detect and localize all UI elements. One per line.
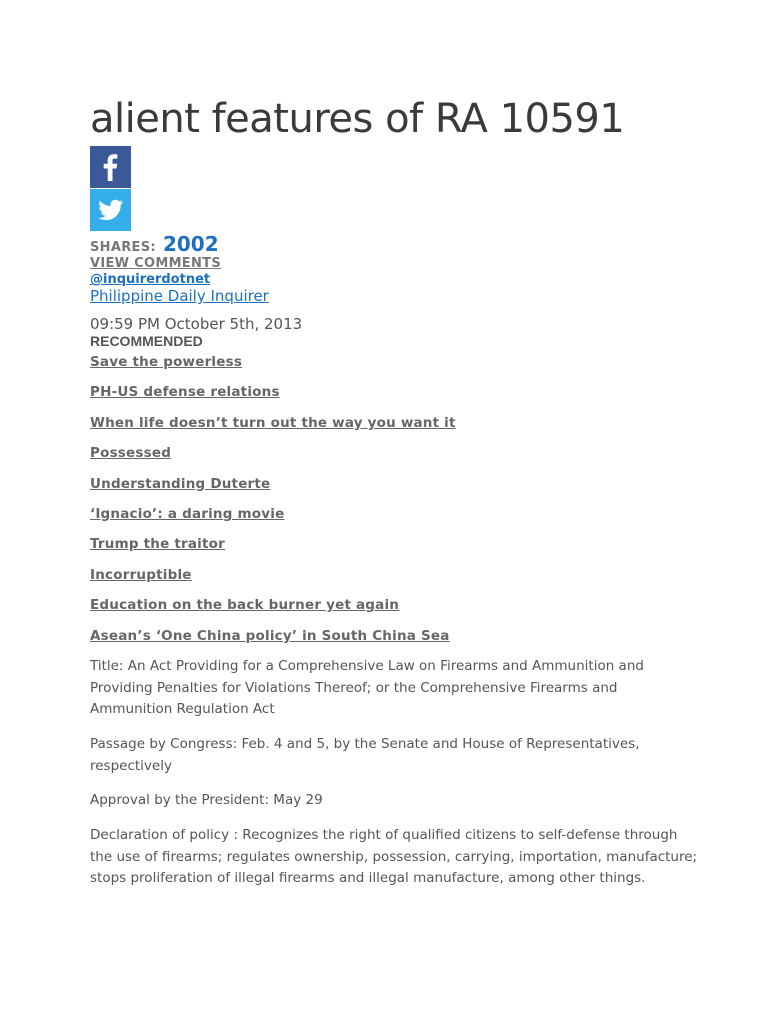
shares-counter — [90, 232, 219, 256]
body-paragraph-policy: Declaration of policy : Recognizes the right of qualified citizens to self-defense through the use of firearms; regulates ownership, possession, carrying, importation, manufacture; stops proliferation of illegal firearms and illegal manufacture, among other things. — [90, 827, 698, 886]
facebook-icon — [90, 146, 131, 188]
recommended-item — [90, 625, 456, 655]
recommended-link[interactable]: Possessed — [90, 445, 172, 462]
recommended-link[interactable]: ‘Ignacio’: a daring movie — [90, 505, 285, 522]
recommended-link[interactable]: Education on the back burner yet again — [90, 597, 400, 614]
publish-date: 09:59 PM October 5th, 2013 — [90, 315, 303, 333]
recommended-item — [90, 381, 456, 411]
recommended-item — [90, 594, 456, 624]
recommended-link[interactable]: Incorruptible — [90, 566, 192, 583]
body-paragraph-title: Title: An Act Providing for a Comprehensive Law on Firearms and Ammunition and Providing Penalties for Violations Thereof; or the Comprehensive Firearms and Ammunition Regulation Act — [90, 658, 644, 717]
body-paragraph-approval: Approval by the President: May 29 — [90, 792, 323, 808]
recommended-item — [90, 473, 456, 503]
shares-label: SHARES: — [90, 240, 156, 255]
recommended-link[interactable]: PH-US defense relations — [90, 384, 280, 401]
publisher-link[interactable]: Philippine Daily Inquirer — [90, 287, 269, 305]
recommended-list — [90, 351, 456, 655]
article-title: alient features of RA 10591 — [90, 96, 625, 142]
view-comments-link[interactable]: VIEW COMMENTS — [90, 256, 221, 271]
twitter-handle-link[interactable]: @inquirerdotnet — [90, 272, 211, 287]
recommended-link[interactable]: Understanding Duterte — [90, 475, 271, 492]
recommended-item — [90, 351, 456, 381]
shares-count: 2002 — [162, 232, 219, 256]
recommended-item — [90, 564, 456, 594]
recommended-heading: RECOMMENDED — [90, 333, 203, 349]
recommended-link[interactable]: Asean’s ‘One China policy’ in South China Sea — [90, 627, 450, 644]
body-paragraph-passage: Passage by Congress: Feb. 4 and 5, by the Senate and House of Representatives, respectively — [90, 736, 640, 774]
facebook-share-button[interactable] — [90, 146, 131, 188]
twitter-icon — [90, 189, 131, 231]
recommended-link[interactable]: Trump the traitor — [90, 536, 225, 553]
recommended-link[interactable]: When life doesn’t turn out the way you want it — [90, 414, 456, 431]
recommended-link[interactable]: Save the powerless — [90, 354, 243, 370]
twitter-share-button[interactable] — [90, 189, 131, 231]
recommended-item — [90, 503, 456, 533]
recommended-item — [90, 442, 456, 472]
recommended-item — [90, 533, 456, 563]
recommended-item — [90, 412, 456, 442]
